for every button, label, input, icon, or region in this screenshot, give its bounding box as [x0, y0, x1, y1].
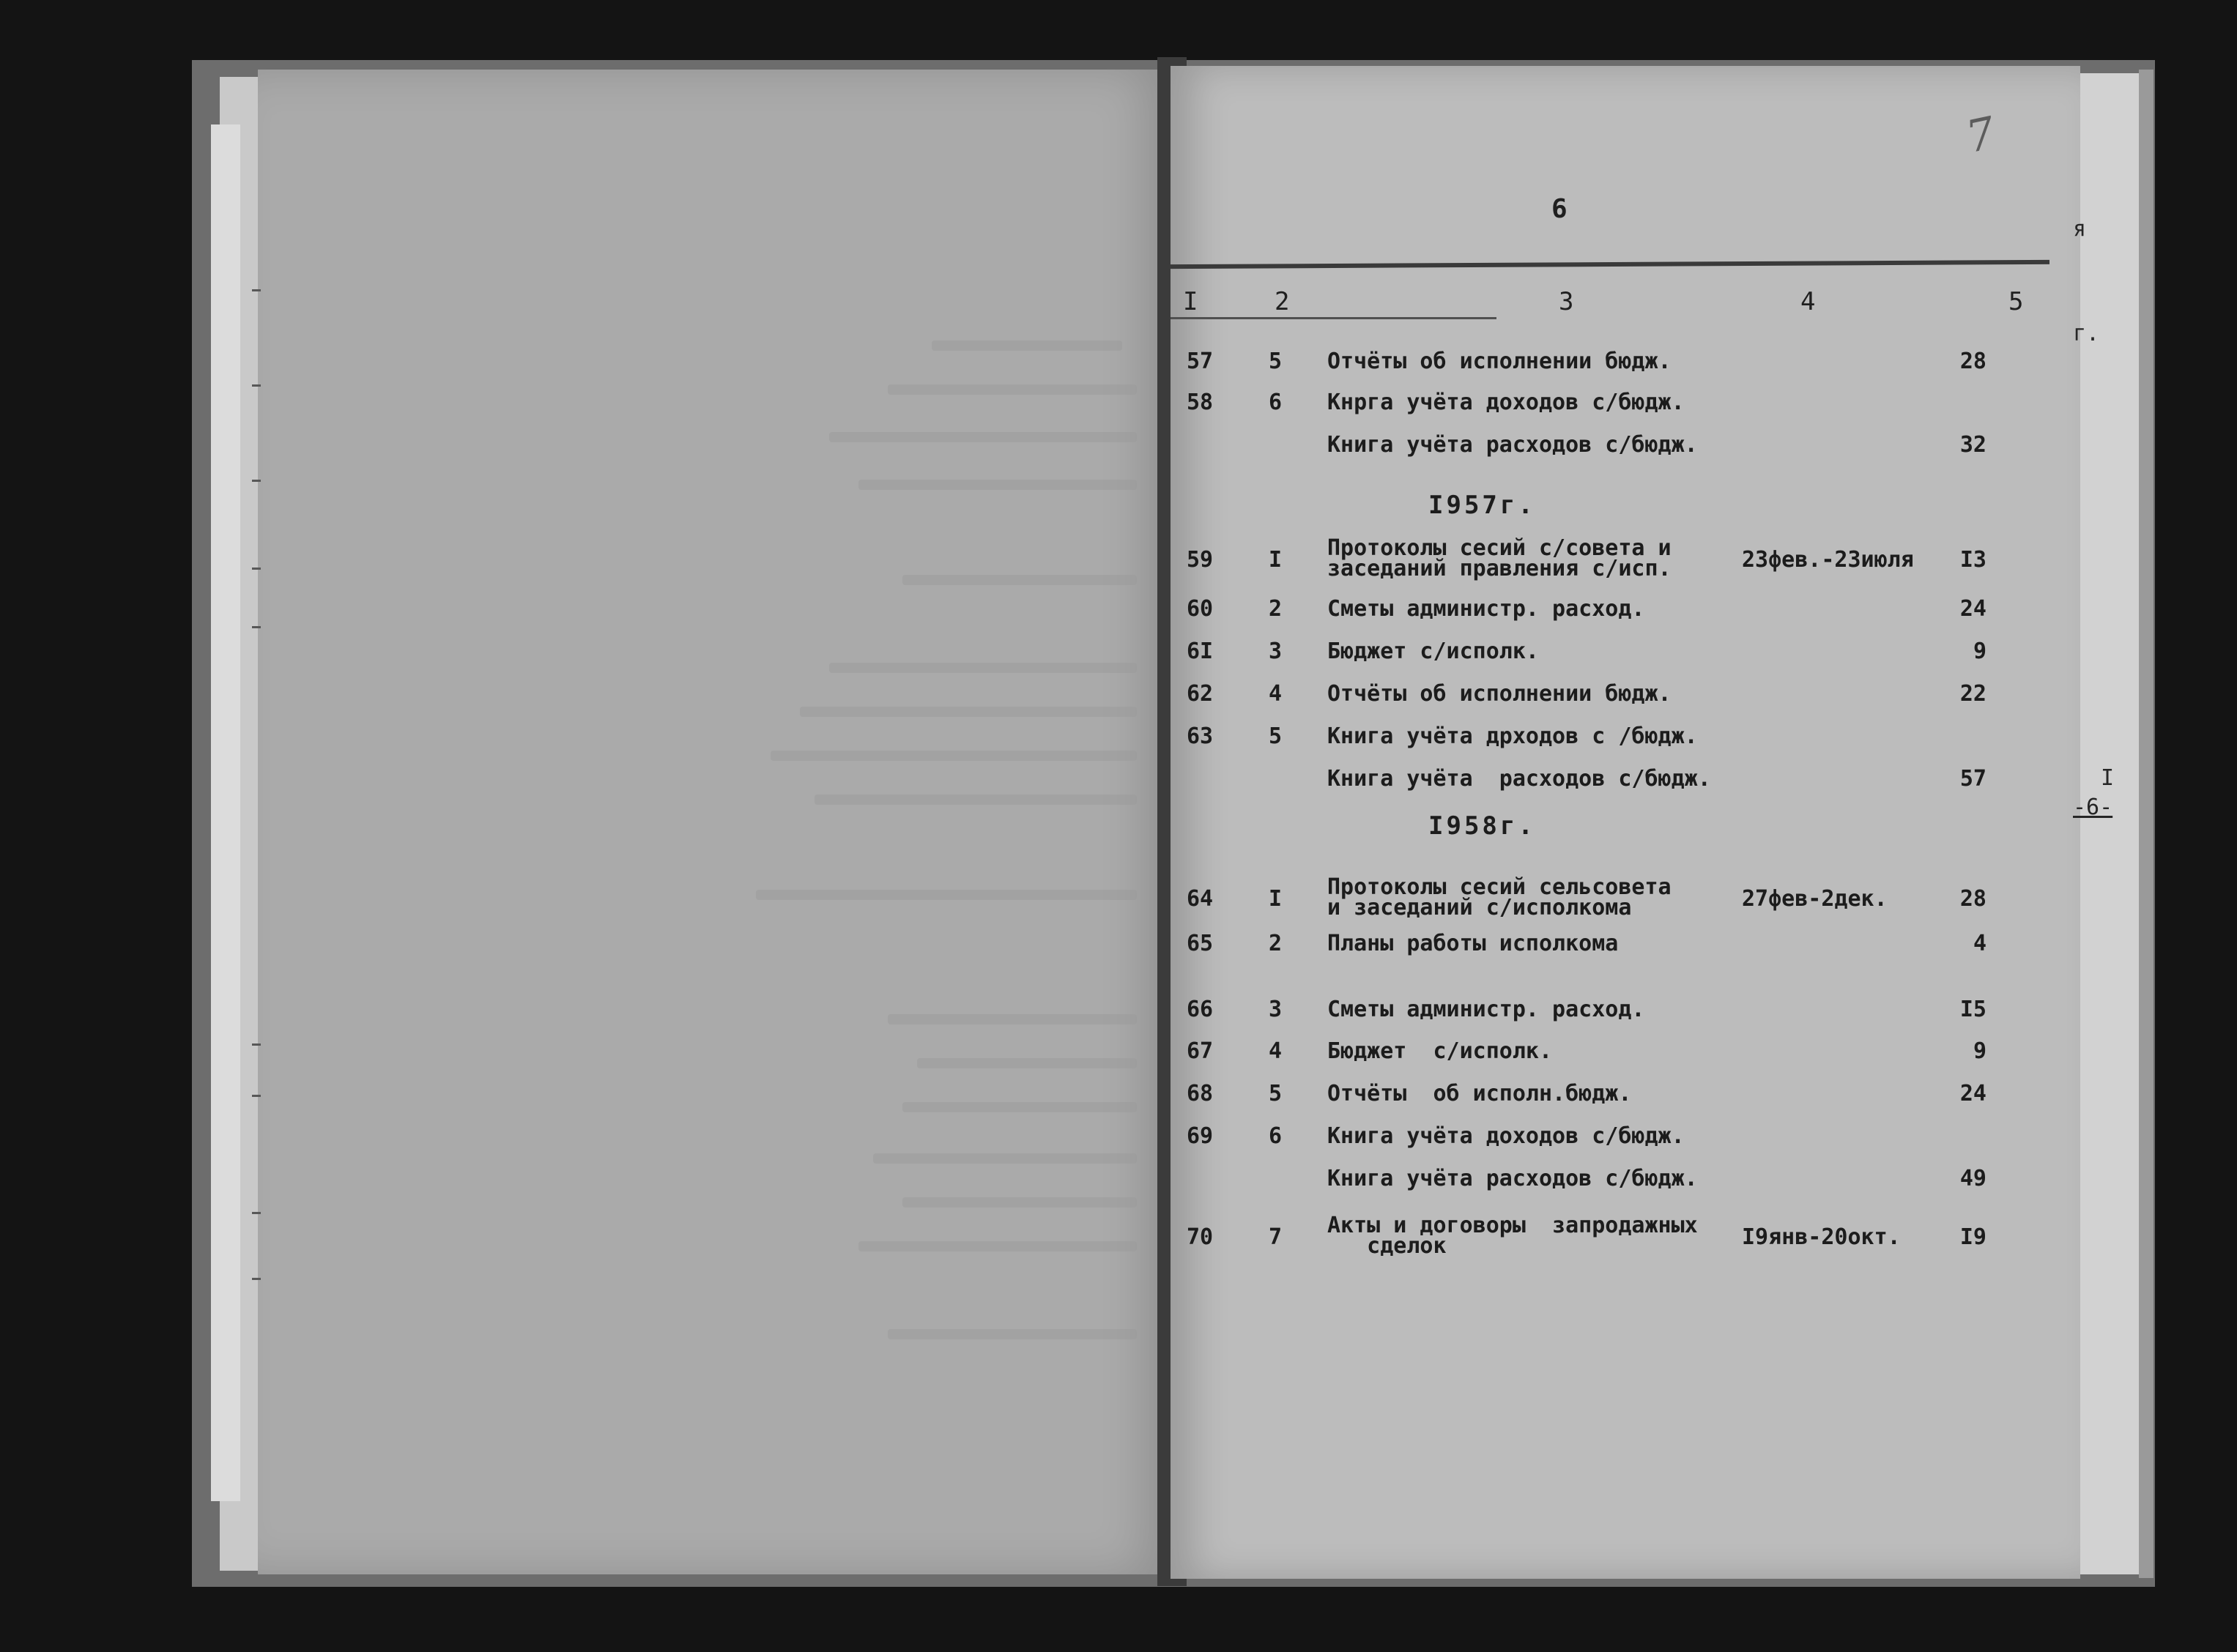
- item-dates: 27фев-2дек.: [1742, 886, 1888, 912]
- item-index: 4: [1269, 1038, 1283, 1064]
- sheet-count: 49: [1959, 1166, 1986, 1191]
- item-title: Протоколы сесий сельсовета и заседаний с/исполкома: [1327, 874, 1672, 920]
- sheet-count: 28: [1959, 349, 1986, 374]
- item-number: 59: [1187, 547, 1214, 573]
- next-sheet: [2080, 73, 2139, 1574]
- item-title: Акты и договоры запродажных сделок: [1327, 1213, 1698, 1259]
- item-number: 67: [1187, 1038, 1214, 1064]
- sheet-count: 28: [1959, 886, 1986, 912]
- item-index: 5: [1269, 723, 1283, 749]
- margin-fragment: я: [2073, 216, 2087, 242]
- item-title: Книга учёта расходов с/бюдж.: [1327, 1166, 1698, 1191]
- item-number: 63: [1187, 723, 1214, 749]
- sheet-count: 4: [1973, 931, 1986, 956]
- sheet-count: I9: [1959, 1224, 1986, 1250]
- archive-page-annotation: 7: [1962, 107, 2000, 164]
- item-number: 64: [1187, 886, 1214, 912]
- item-index: 6: [1269, 390, 1283, 415]
- item-index: 4: [1269, 681, 1283, 707]
- year-heading: I958г.: [1428, 811, 1536, 841]
- item-number: 66: [1187, 997, 1214, 1022]
- item-number: 57: [1187, 349, 1214, 374]
- item-number: 70: [1187, 1224, 1214, 1250]
- item-title: Книга учёта расходов с/бюдж.: [1327, 766, 1711, 792]
- sheet-count: 24: [1959, 596, 1986, 622]
- item-title: Планы работы исполкома: [1327, 931, 1619, 956]
- column-header: 4: [1800, 287, 1816, 316]
- item-index: 3: [1269, 997, 1283, 1022]
- sheet-count: 22: [1959, 681, 1986, 707]
- item-index: 2: [1269, 931, 1283, 956]
- item-number: 65: [1187, 931, 1214, 956]
- item-index: I: [1269, 547, 1283, 573]
- item-index: 5: [1269, 1081, 1283, 1106]
- column-header: I: [1183, 287, 1198, 316]
- item-dates: 23фев.-23июля: [1742, 547, 1914, 573]
- column-header: 2: [1275, 287, 1290, 316]
- item-title: Отчёты об исполнении бюдж.: [1327, 681, 1672, 707]
- page-number: 6: [1551, 194, 1568, 224]
- item-number: 62: [1187, 681, 1214, 707]
- left-page: [258, 70, 1173, 1574]
- item-title: Протоколы сесий с/совета и заседаний правления с/исп.: [1327, 535, 1672, 581]
- item-title: Книга учёта доходов с/бюдж.: [1327, 1123, 1685, 1149]
- margin-fragment: I: [2101, 765, 2115, 791]
- sheet-count: 32: [1959, 432, 1986, 458]
- margin-fragment: -6-: [2073, 795, 2113, 820]
- left-edge-sheet: [211, 124, 240, 1501]
- margin-fragment: г.: [2073, 321, 2100, 346]
- item-index: 3: [1269, 639, 1283, 664]
- right-page: [1171, 66, 2080, 1579]
- item-index: 7: [1269, 1224, 1283, 1250]
- item-index: 6: [1269, 1123, 1283, 1149]
- sheet-count: 9: [1973, 1038, 1986, 1064]
- item-index: 2: [1269, 596, 1283, 622]
- sheet-count: 57: [1959, 766, 1986, 792]
- item-number: 58: [1187, 390, 1214, 415]
- item-title: Кнрга учёта доходов с/бюдж.: [1327, 390, 1685, 415]
- column-header: 5: [2008, 287, 2024, 316]
- item-title: Бюджет с/исполк.: [1327, 639, 1539, 664]
- item-title: Отчёты об исполнении бюдж.: [1327, 349, 1672, 374]
- header-underline: [1171, 317, 1496, 319]
- year-heading: I957г.: [1428, 491, 1536, 520]
- item-title: Книга учёта дрходов с /бюдж.: [1327, 723, 1698, 749]
- next-sheet-edge: [2139, 70, 2153, 1578]
- item-title: Сметы администр. расход.: [1327, 596, 1645, 622]
- item-index: I: [1269, 886, 1283, 912]
- item-title: Бюджет с/исполк.: [1327, 1038, 1553, 1064]
- item-number: 6I: [1187, 639, 1214, 664]
- sheet-count: I5: [1959, 997, 1986, 1022]
- item-title: Книга учёта расходов с/бюдж.: [1327, 432, 1698, 458]
- sheet-count: 9: [1973, 639, 1986, 664]
- item-title: Отчёты об исполн.бюдж.: [1327, 1081, 1632, 1106]
- column-header: 3: [1559, 287, 1574, 316]
- item-index: 5: [1269, 349, 1283, 374]
- sheet-count: 24: [1959, 1081, 1986, 1106]
- item-dates: I9янв-20окт.: [1742, 1224, 1901, 1250]
- item-number: 69: [1187, 1123, 1214, 1149]
- item-number: 60: [1187, 596, 1214, 622]
- sheet-count: I3: [1959, 547, 1986, 573]
- item-title: Сметы администр. расход.: [1327, 997, 1645, 1022]
- item-number: 68: [1187, 1081, 1214, 1106]
